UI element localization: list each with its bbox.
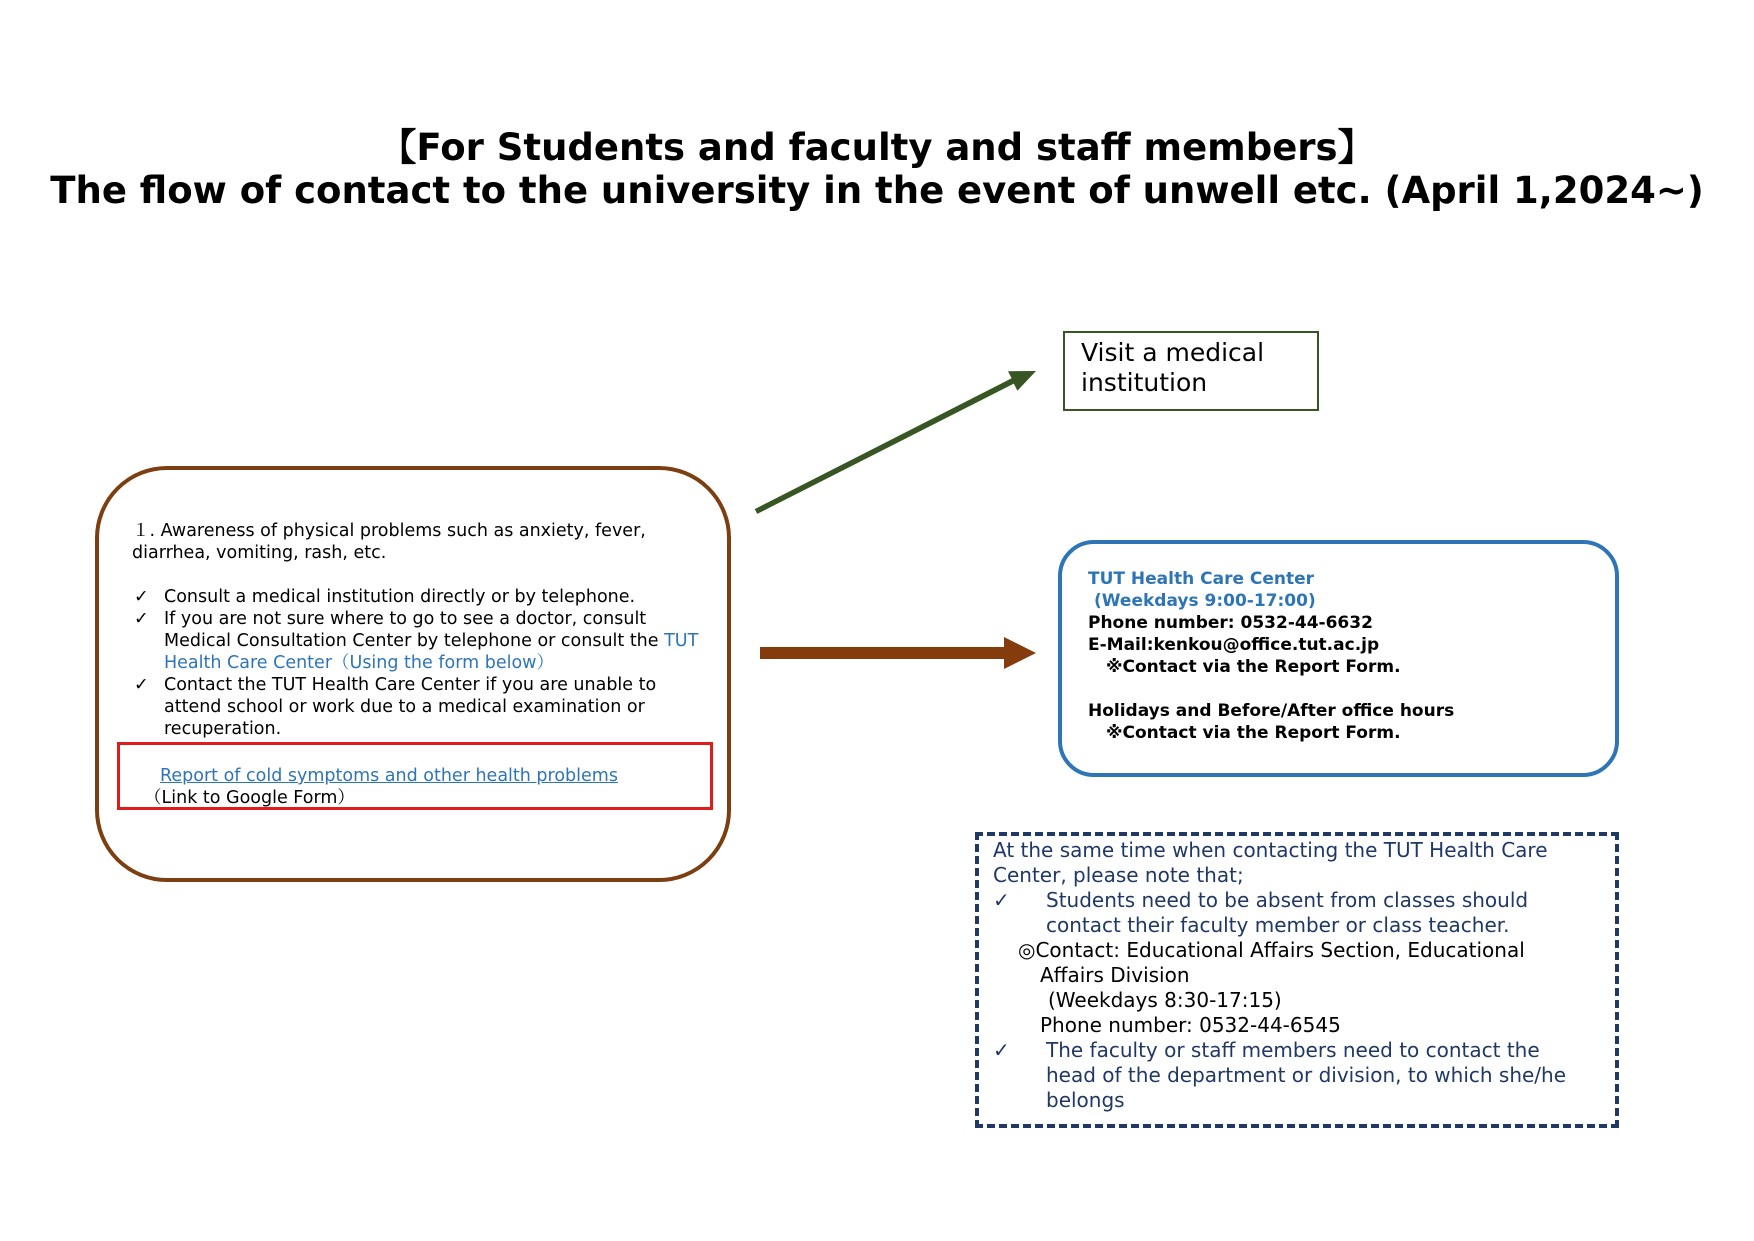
advice-text: If you are not sure where to go to see a doctor, consult Medical Consultation Center by telephone or consult the [164,609,665,651]
holidays-note: ※Contact via the Report Form. [1106,723,1401,743]
advice-text: Consult a medical institution directly or by telephone. [164,587,636,607]
students-note-cont: contact their faculty member or class teacher. [1046,913,1510,937]
center-phone: Phone number: 0532-44-6632 [1088,613,1373,633]
visit-medical-institution-box [1063,331,1319,411]
contact-phone: Phone number: 0532-44-6545 [1040,1013,1341,1037]
check-icon: ✓ [134,587,149,607]
students-note: Students need to be absent from classes should [1046,888,1529,912]
advice-item [132,608,712,674]
awareness-heading: １. Awareness of physical problems such as anxiety, fever, diarrhea, vomiting, rash, etc. [132,521,646,563]
center-hours: (Weekdays 9:00-17:00) [1094,591,1316,611]
report-form-link[interactable]: Report of cold symptoms and other health problems [160,766,618,786]
health-care-center-text [1088,568,1608,744]
advice-item [132,674,712,740]
green-arrow [755,371,1036,514]
check-icon: ✓ [134,609,149,629]
report-form-caption: （Link to Google Form） [144,788,355,808]
contact-hours: (Weekdays 8:30-17:15) [1048,988,1282,1012]
center-name: TUT Health Care Center [1088,569,1315,589]
title-line-2: The flow of contact to the university in the event of unwell etc. (April 1,2024~) [50,169,1704,212]
title-line-1: 【For Students and faculty and staff members】 [379,126,1375,169]
faculty-note-cont: head of the department or division, to which she/he [1046,1063,1567,1087]
health-center-reference: TUT Health Care Center（Using the form below） [164,631,699,673]
report-form-box [117,742,713,810]
additional-notes-text [993,838,1603,1113]
holidays-label: Holidays and Before/After office hours [1088,701,1455,721]
faculty-note: The faculty or staff members need to contact the [1046,1038,1540,1062]
check-icon: ✓ [993,1038,1010,1062]
brown-arrow [760,637,1036,669]
note-intro: At the same time when contacting the TUT Health Care [993,838,1548,862]
note-intro-cont: Center, please note that; [993,863,1244,887]
symptom-awareness-text [132,520,712,740]
center-email: E-Mail:kenkou@office.tut.ac.jp [1088,635,1380,655]
contact-info: ◎Contact: Educational Affairs Section, Educational [1018,938,1525,962]
contact-info-cont: Affairs Division [1040,963,1190,987]
check-icon: ✓ [134,675,149,695]
spacer [1088,678,1608,700]
advice-item [132,586,712,608]
advice-text: Contact the TUT Health Care Center if you are unable to attend school or work due to a medical examination or recuperation. [164,675,657,739]
faculty-note-end: belongs [1046,1088,1125,1112]
check-icon: ✓ [993,888,1010,912]
report-form-note: ※Contact via the Report Form. [1106,657,1401,677]
advice-list [132,586,712,740]
visit-text: Visit a medical institution [1081,338,1265,397]
